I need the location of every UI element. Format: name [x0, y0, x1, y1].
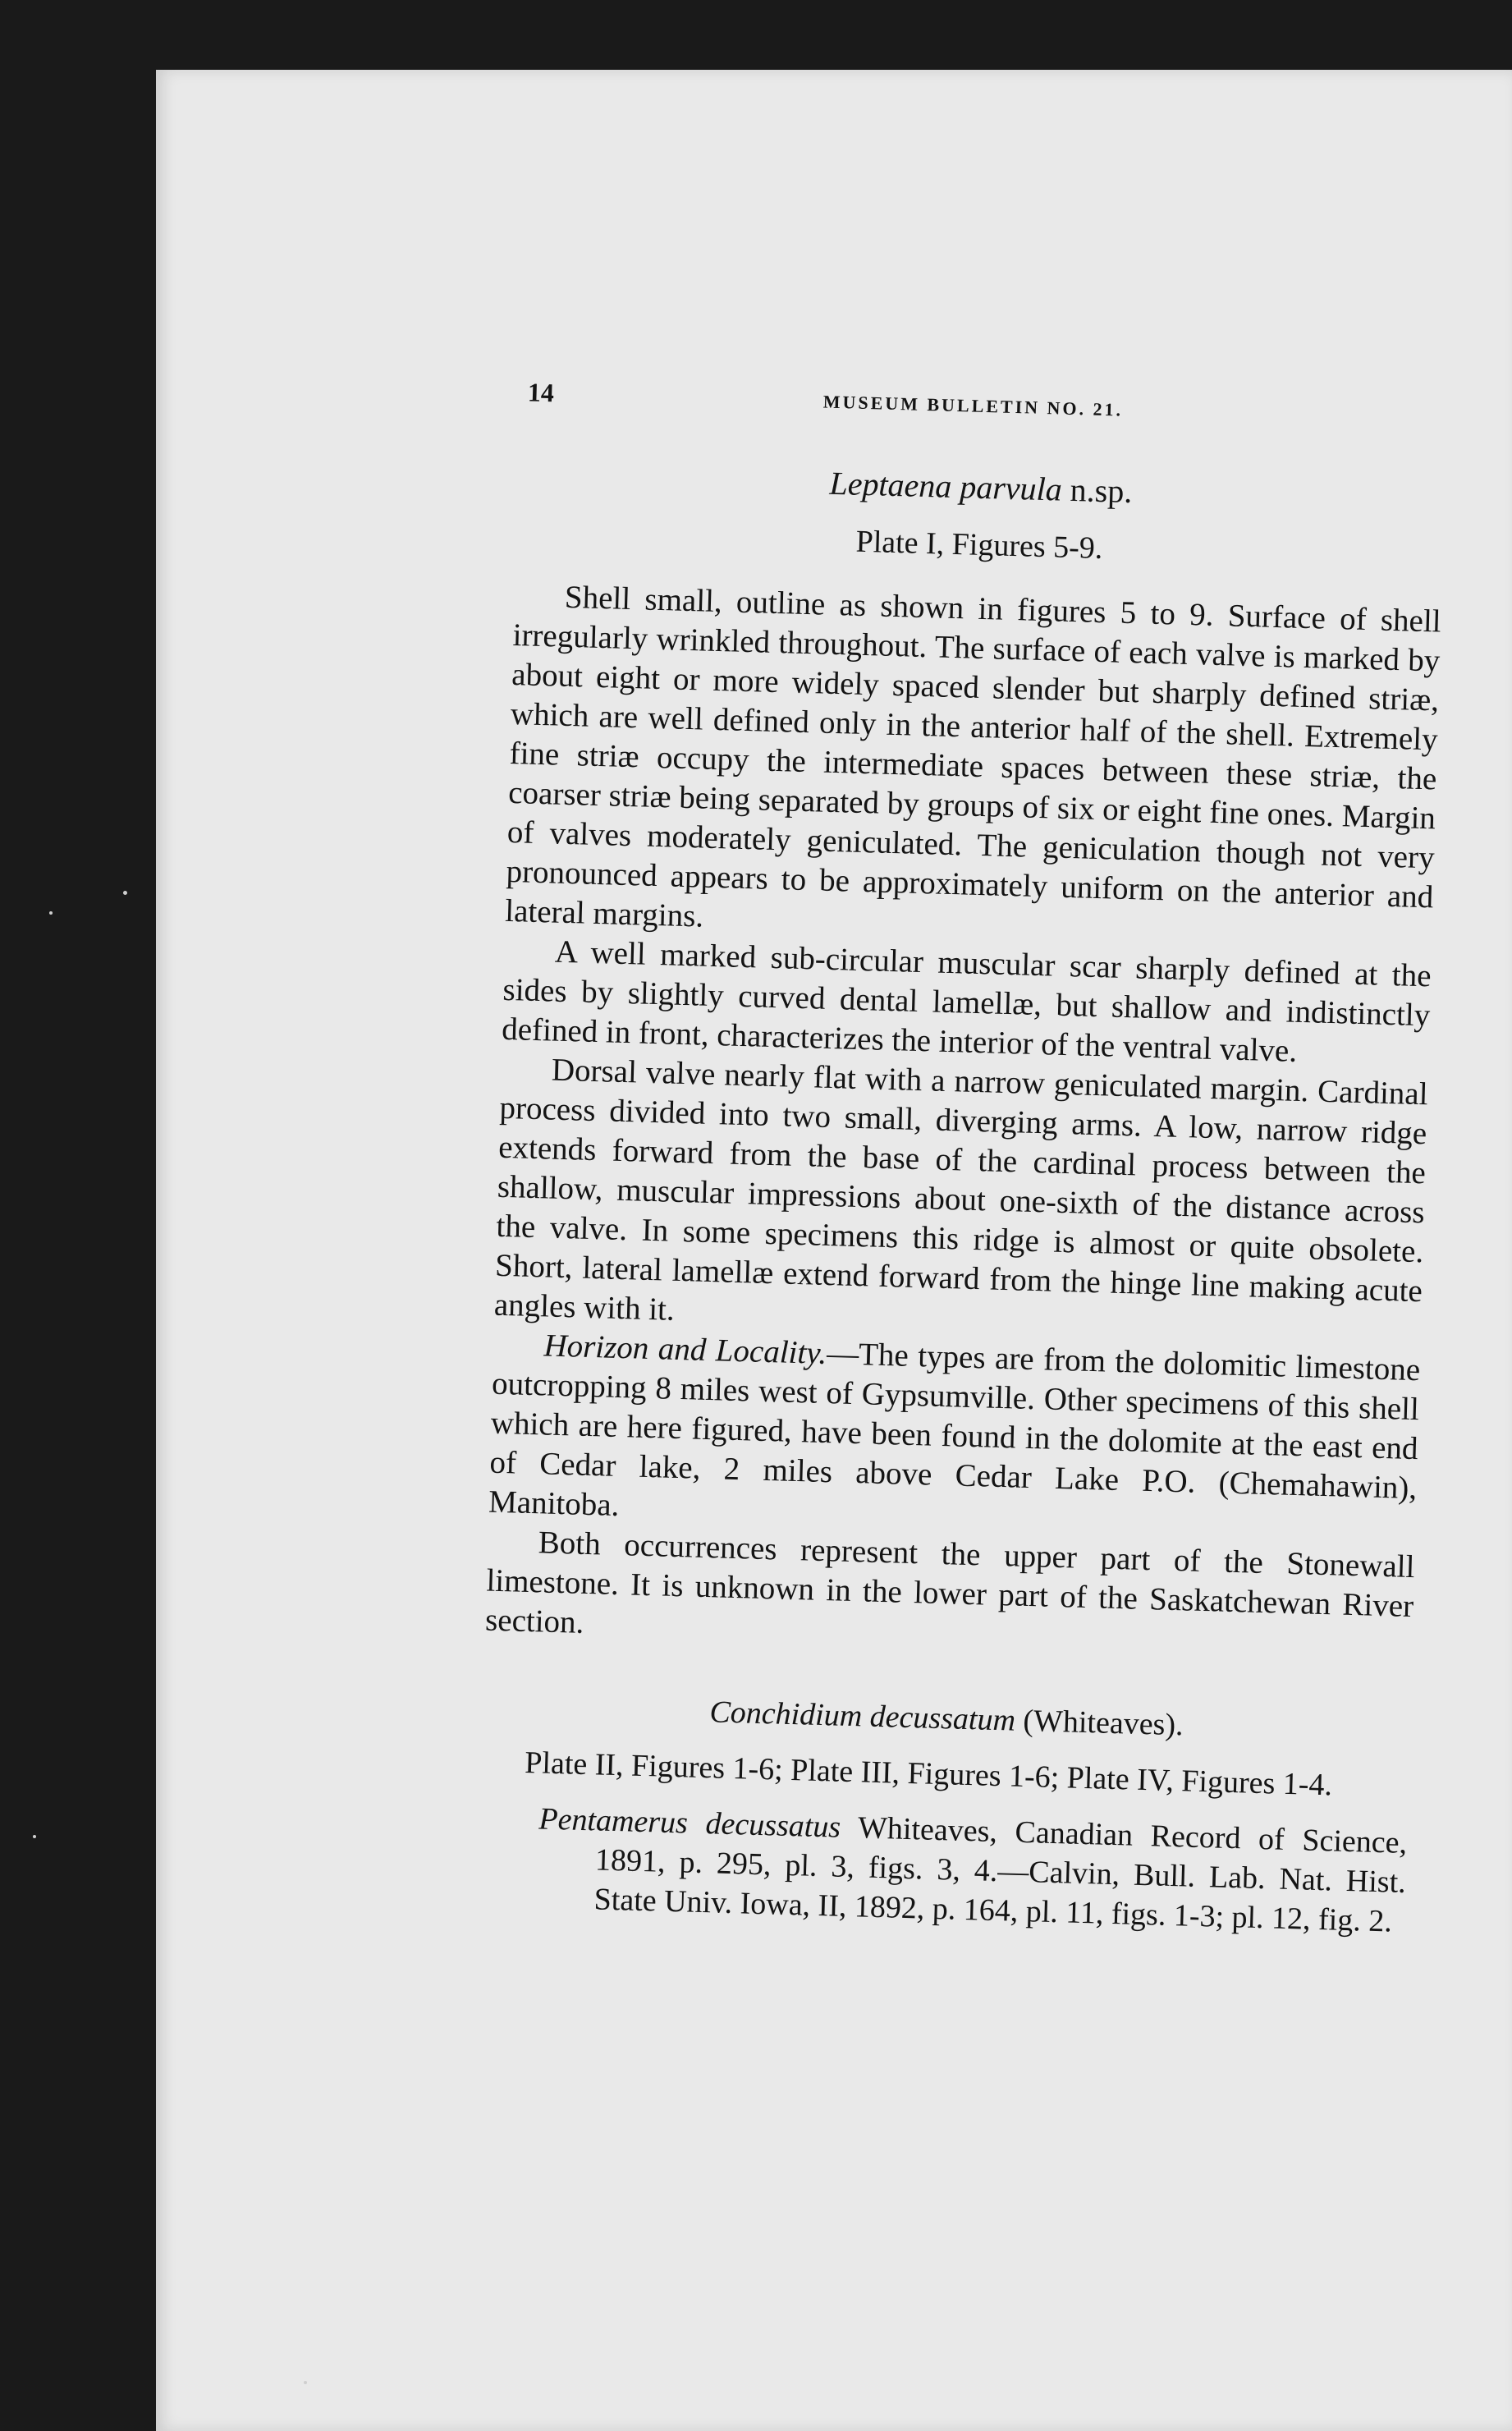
dorsal-paragraph: Dorsal valve nearly flat with a narrow geniculated margin. Cardinal process divided into two small, diverging arms. A low, narrow ridge extends forward from the base of the cardinal process between the shallow, muscular impressions about one-sixth of the distance across the valve. In some specimens this ridge is almost or quite obsolete. Short, lateral lamellæ extend forward from the hinge line making acute angles with it.	[493, 1052, 1429, 1328]
plate-reference: Plate I, Figures 5-9.	[855, 524, 1103, 566]
synonymy-entry	[536, 1799, 1408, 1941]
plate-reference-2: Plate II, Figures 1-6; Plate III, Figures 1-6; Plate IV, Figures 1-4.	[524, 1745, 1333, 1803]
dust-speck	[304, 2381, 307, 2384]
dust-speck	[123, 891, 127, 895]
species-name: Leptaena parvula	[828, 464, 1063, 508]
dust-speck	[49, 911, 53, 915]
horizon-label: Horizon and Locality.	[543, 1328, 827, 1372]
synonym-name: Pentamerus decussatus	[538, 1801, 841, 1845]
dust-speck	[33, 1835, 36, 1838]
horizon-paragraph	[488, 1325, 1421, 1548]
horizon-text: —The types are from the dolomitic limestone outcropping 8 miles west of Gypsumville. Other specimens of this shell which are here figured, have been found in the dolomite at the east end of Cedar lake, 2 miles above Cedar Lake P.O. (Chemahawin), Manitoba.	[488, 1336, 1421, 1524]
description-paragraph: Shell small, outline as shown in figures 5 to 9. Surface of shell irregularly wrinkled throughout. The surface of each valve is marked by about eight or more widely spaced slender but sharply defined striæ, which are well defined only in the anterior half of the shell. Extremely fine striæ occupy the intermediate spaces between these striæ, the coarser striæ being separated by groups of six or eight fine ones. Margin of valves moderately geniculated. The geniculation though not very pronounced appears to be approximately uniform on the anterior and lateral margins.	[504, 579, 1442, 934]
interior-paragraph: A well marked sub-circular muscular scar sharply defined at the sides by slightly curved dental lamellæ, but shallow and indistinctly defined in front, characterizes the interior of the ventral valve.	[501, 933, 1432, 1069]
page-content	[110, 51, 1512, 2431]
paper-page	[156, 70, 1512, 2431]
page-number: 14	[527, 377, 555, 408]
species-heading	[517, 455, 1446, 521]
species-name-2: Conchidium decussatum	[708, 1695, 1016, 1738]
body-text	[477, 455, 1445, 1942]
occurrence-paragraph: Both occurrences represent the upper part of the Stonewall limestone. It is unknown in the lower part of the Saskatchewan River section.	[484, 1525, 1416, 1640]
species-author-2: (Whiteaves).	[1015, 1703, 1184, 1743]
running-head: MUSEUM BULLETIN NO. 21.	[822, 391, 1124, 420]
species-suffix: n.sp.	[1061, 470, 1133, 510]
synonym-citation: Whiteaves, Canadian Record of Science, 1891, p. 295, pl. 3, figs. 3, 4.—Calvin, Bull. Lab. Nat. Hist. State Univ. Iowa, II, 1892, p. 164, pl. 11, figs. 1-3; pl. 12, fig. 2.	[593, 1809, 1408, 1939]
